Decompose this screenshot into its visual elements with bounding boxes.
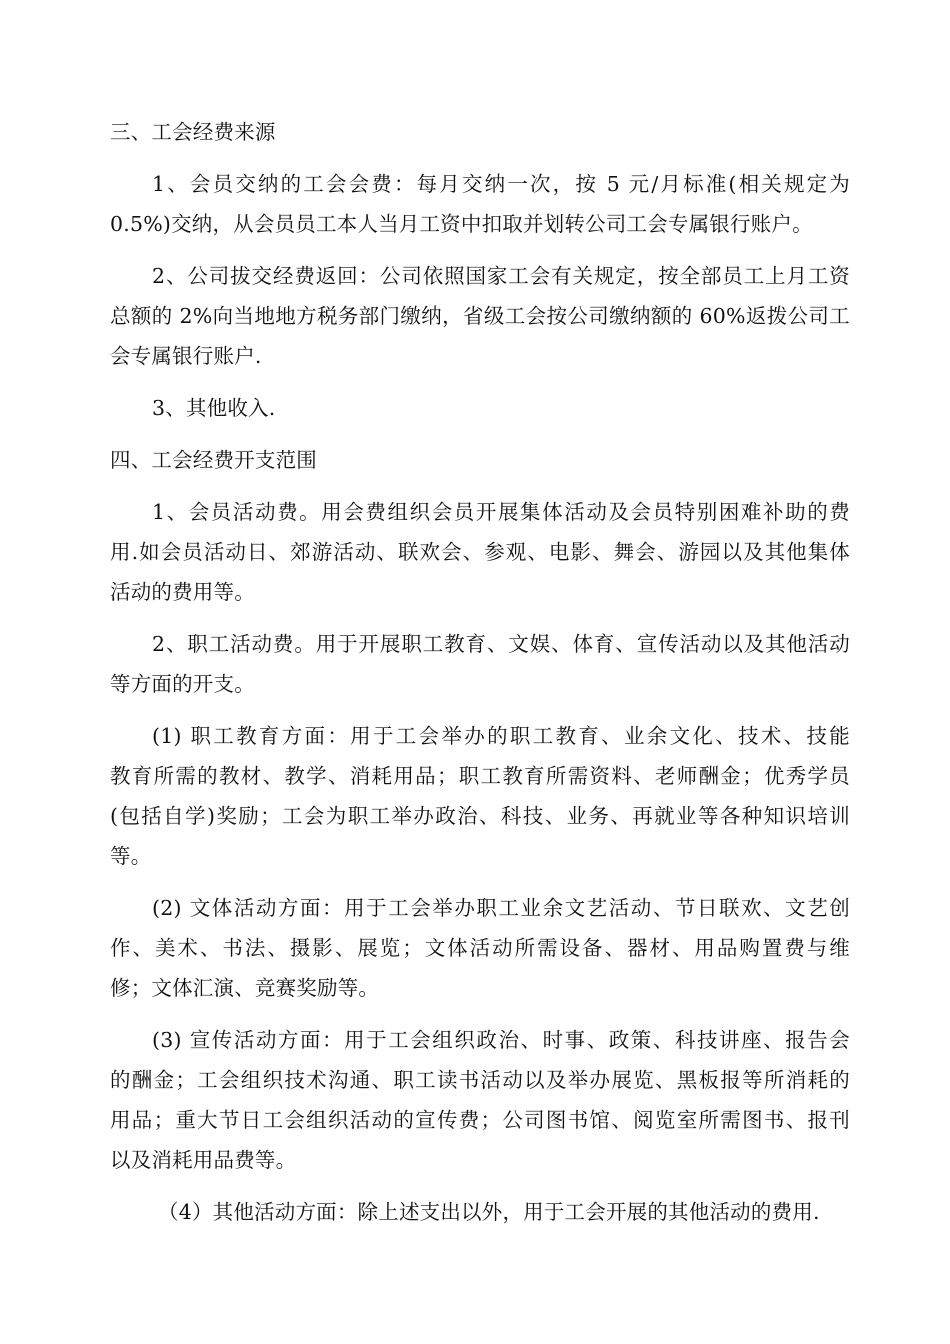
paragraph-line: 2、公司拔交经费返回：公司依照国家工会有关规定，按全部员工上月工资 <box>152 264 850 288</box>
spacer <box>110 876 850 888</box>
paragraph-line: 以及消耗用品费等。 <box>110 1148 297 1172</box>
paragraph-line: 修；文体汇演、竞赛奖励等。 <box>110 976 380 1000</box>
paragraph-3-1 <box>110 164 850 244</box>
spacer <box>110 612 850 624</box>
paragraph-line: 的酬金；工会组织技术沟通、职工读书活动以及举办展览、黑板报等所消耗的 <box>110 1068 850 1092</box>
paragraph-line: 用.如会员活动日、郊游活动、联欢会、参观、电影、舞会、游园以及其他集体 <box>110 540 850 564</box>
paragraph-line: 等方面的开支。 <box>110 672 255 696</box>
spacer <box>110 1008 850 1020</box>
paragraph-line: 0.5%)交纳，从会员员工本人当月工资中扣取并划转公司工会专属银行账户。 <box>110 212 813 236</box>
paragraph-line: 活动的费用等。 <box>110 580 255 604</box>
paragraph-4-2-1 <box>110 716 850 876</box>
paragraph-line: （4）其他活动方面：除上述支出以外，用于工会开展的其他活动的费用. <box>158 1200 820 1224</box>
section-heading-4: 四、工会经费开支范围 <box>110 448 317 472</box>
paragraph-3-3 <box>110 388 850 428</box>
document-body <box>110 112 850 1232</box>
section-heading-3: 三、工会经费来源 <box>110 120 276 144</box>
paragraph-line: 2、职工活动费。用于开展职工教育、文娱、体育、宣传活动以及其他活动 <box>152 632 850 656</box>
spacer <box>110 480 850 492</box>
paragraph-line: (2) 文体活动方面：用于工会举办职工业余文艺活动、节日联欢、文艺创 <box>152 896 850 920</box>
spacer <box>110 428 850 440</box>
paragraph-line: 用品；重大节日工会组织活动的宣传费；公司图书馆、阅览室所需图书、报刊 <box>110 1108 850 1132</box>
paragraph-line: (1) 职工教育方面：用于工会举办的职工教育、业余文化、技术、技能 <box>152 724 850 748</box>
paragraph-line: (包括自学)奖励；工会为职工举办政治、科技、业务、再就业等各种知识培训 <box>110 804 850 828</box>
spacer <box>110 1180 850 1192</box>
paragraph-line: 3、其他收入. <box>152 396 276 420</box>
paragraph-4-2 <box>110 624 850 704</box>
spacer <box>110 376 850 388</box>
paragraph-line: 教育所需的教材、教学、消耗用品；职工教育所需资料、老师酬金；优秀学员 <box>110 764 850 788</box>
paragraph-line: (3) 宣传活动方面：用于工会组织政治、时事、政策、科技讲座、报告会 <box>152 1028 850 1052</box>
paragraph-4-2-3 <box>110 1020 850 1180</box>
paragraph-4-2-4 <box>110 1192 850 1232</box>
paragraph-line: 会专属银行账户. <box>110 344 262 368</box>
paragraph-line: 1、会员交纳的工会会费：每月交纳一次，按 5 元/月标准(相关规定为 <box>152 172 850 196</box>
paragraph-4-2-2 <box>110 888 850 1008</box>
paragraph-line: 作、美术、书法、摄影、展览；文体活动所需设备、器材、用品购置费与维 <box>110 936 850 960</box>
spacer <box>110 152 850 164</box>
paragraph-4-1 <box>110 492 850 612</box>
paragraph-3-2 <box>110 256 850 376</box>
paragraph-line: 1、会员活动费。用会费组织会员开展集体活动及会员特别困难补助的费 <box>152 500 850 524</box>
paragraph-line: 等。 <box>110 844 152 868</box>
paragraph-line: 总额的 2%向当地地方税务部门缴纳，省级工会按公司缴纳额的 60%返拨公司工 <box>110 304 850 328</box>
spacer <box>110 244 850 256</box>
spacer <box>110 704 850 716</box>
